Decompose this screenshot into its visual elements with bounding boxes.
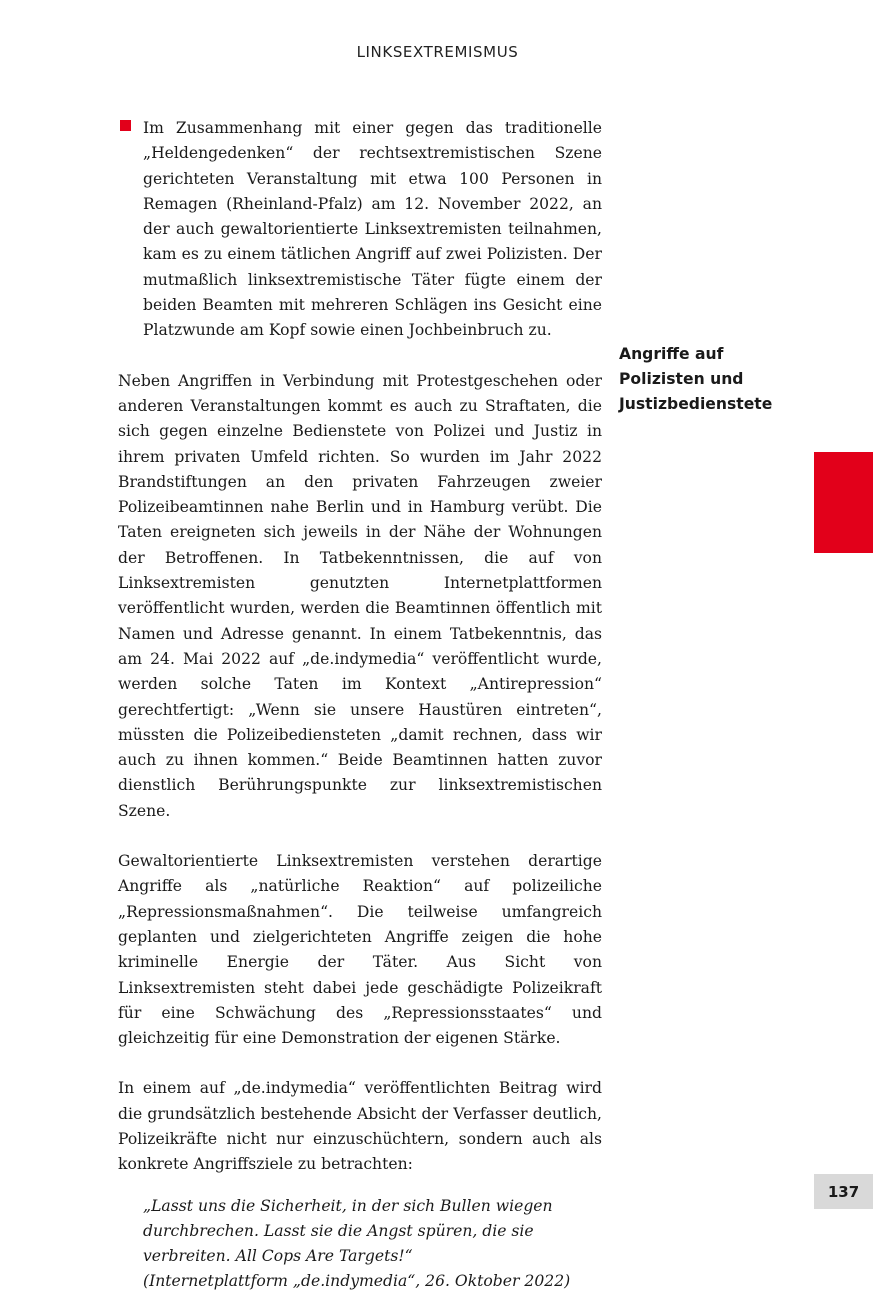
quote-source: (Internetplattform „de.indymedia“, 26. Oktober 2022) xyxy=(143,1272,571,1291)
bullet-text: Im Zusammenhang mit einer gegen das traditionelle „Heldengedenken“ der rechtsextremistischen Szene gerichteten Veranstaltung mit etwa 100 Personen in Remagen (Rheinland-Pfalz) am 12. November 2022, an der auch gewaltorientierte Linksextremisten teilnahmen, kam es zu einem tätlichen Angriff auf zwei Polizisten. Der mutmaßlich linksextremistische Täter fügte einem der beiden Beamten mit mehreren Schlägen ins Gesicht eine Platzwunde am Kopf sowie einen Jochbeinbruch zu. xyxy=(143,119,602,340)
quote-text: „Lasst uns die Sicherheit, in der sich Bullen wiegen durchbrechen. Lasst sie die Angst spüren, die sie verbreiten. All Cops Are Targets!“ xyxy=(143,1196,553,1266)
bullet-item xyxy=(118,116,602,344)
margin-note-line-3: Justizbedienstete xyxy=(619,395,773,413)
paragraph-natural-reaction: Gewaltorientierte Linksextremisten verstehen derartige Angriffe als „natürliche Reaktion“ auf polizeiliche „Repressionsmaßnahmen“. Die teilweise umfangreich geplanten und zielgerichteten Angriffe zeigen die hohe kriminelle Energie der Täter. Aus Sicht von Linksextremisten steht dabei jede geschädigte Polizeikraft für eine Schwächung des „Repressionsstaates“ und gleichzeitig für eine Demonstration der eigenen Stärke. xyxy=(118,852,602,1048)
paragraph-indymedia-intent: In einem auf „de.indymedia“ veröffentlichten Beitrag wird die grundsätzlich bestehende Absicht der Verfasser deutlich, Polizeikräfte nicht nur einzuschüchtern, sondern auch als konkrete Angriffsziele zu betrachten: xyxy=(118,1079,602,1174)
running-header: LINKSEXTREMISMUS xyxy=(356,43,519,61)
paragraph-attacks-private: Neben Angriffen in Verbindung mit Protestgeschehen oder anderen Veranstaltungen kommt es auch zu Straftaten, die sich gegen einzelne Bedienstete von Polizei und Justiz in ihrem privaten Umfeld richten. So wurden im Jahr 2022 Brandstiftungen an den privaten Fahrzeugen zweier Polizeibeamtinnen nahe Berlin und in Hamburg verübt. Die Taten ereigneten sich jeweils in der Nähe der Wohnungen der Betroffenen. In Tatbekenntnissen, die auf von Linksextremisten genutzten Internetplattformen veröffentlicht wurden, werden die Beamtinnen öffentlich mit Namen und Adresse genannt. In einem Tatbekenntnis, das am 24. Mai 2022 auf „de.indymedia“ veröffentlicht wurde, werden solche Taten im Kontext „Antirepression“ gerechtfertigt: „Wenn sie unsere Haustüren eintreten“, müssten die Polizeibediensteten „damit rechnen, dass wir auch zu ihnen kommen.“ Beide Beamtinnen hatten zuvor dienstlich Berührungspunkte zur linksextremistischen Szene. xyxy=(118,371,602,820)
block-quote xyxy=(118,1194,602,1295)
margin-note xyxy=(619,342,789,417)
margin-note-line-1: Angriffe auf xyxy=(619,345,724,363)
page-number: 137 xyxy=(814,1174,873,1209)
chapter-thumb-tab xyxy=(814,452,873,553)
main-text-column xyxy=(118,116,602,1295)
red-square-bullet-icon xyxy=(120,120,131,131)
margin-note-line-2: Polizisten und xyxy=(619,370,744,388)
